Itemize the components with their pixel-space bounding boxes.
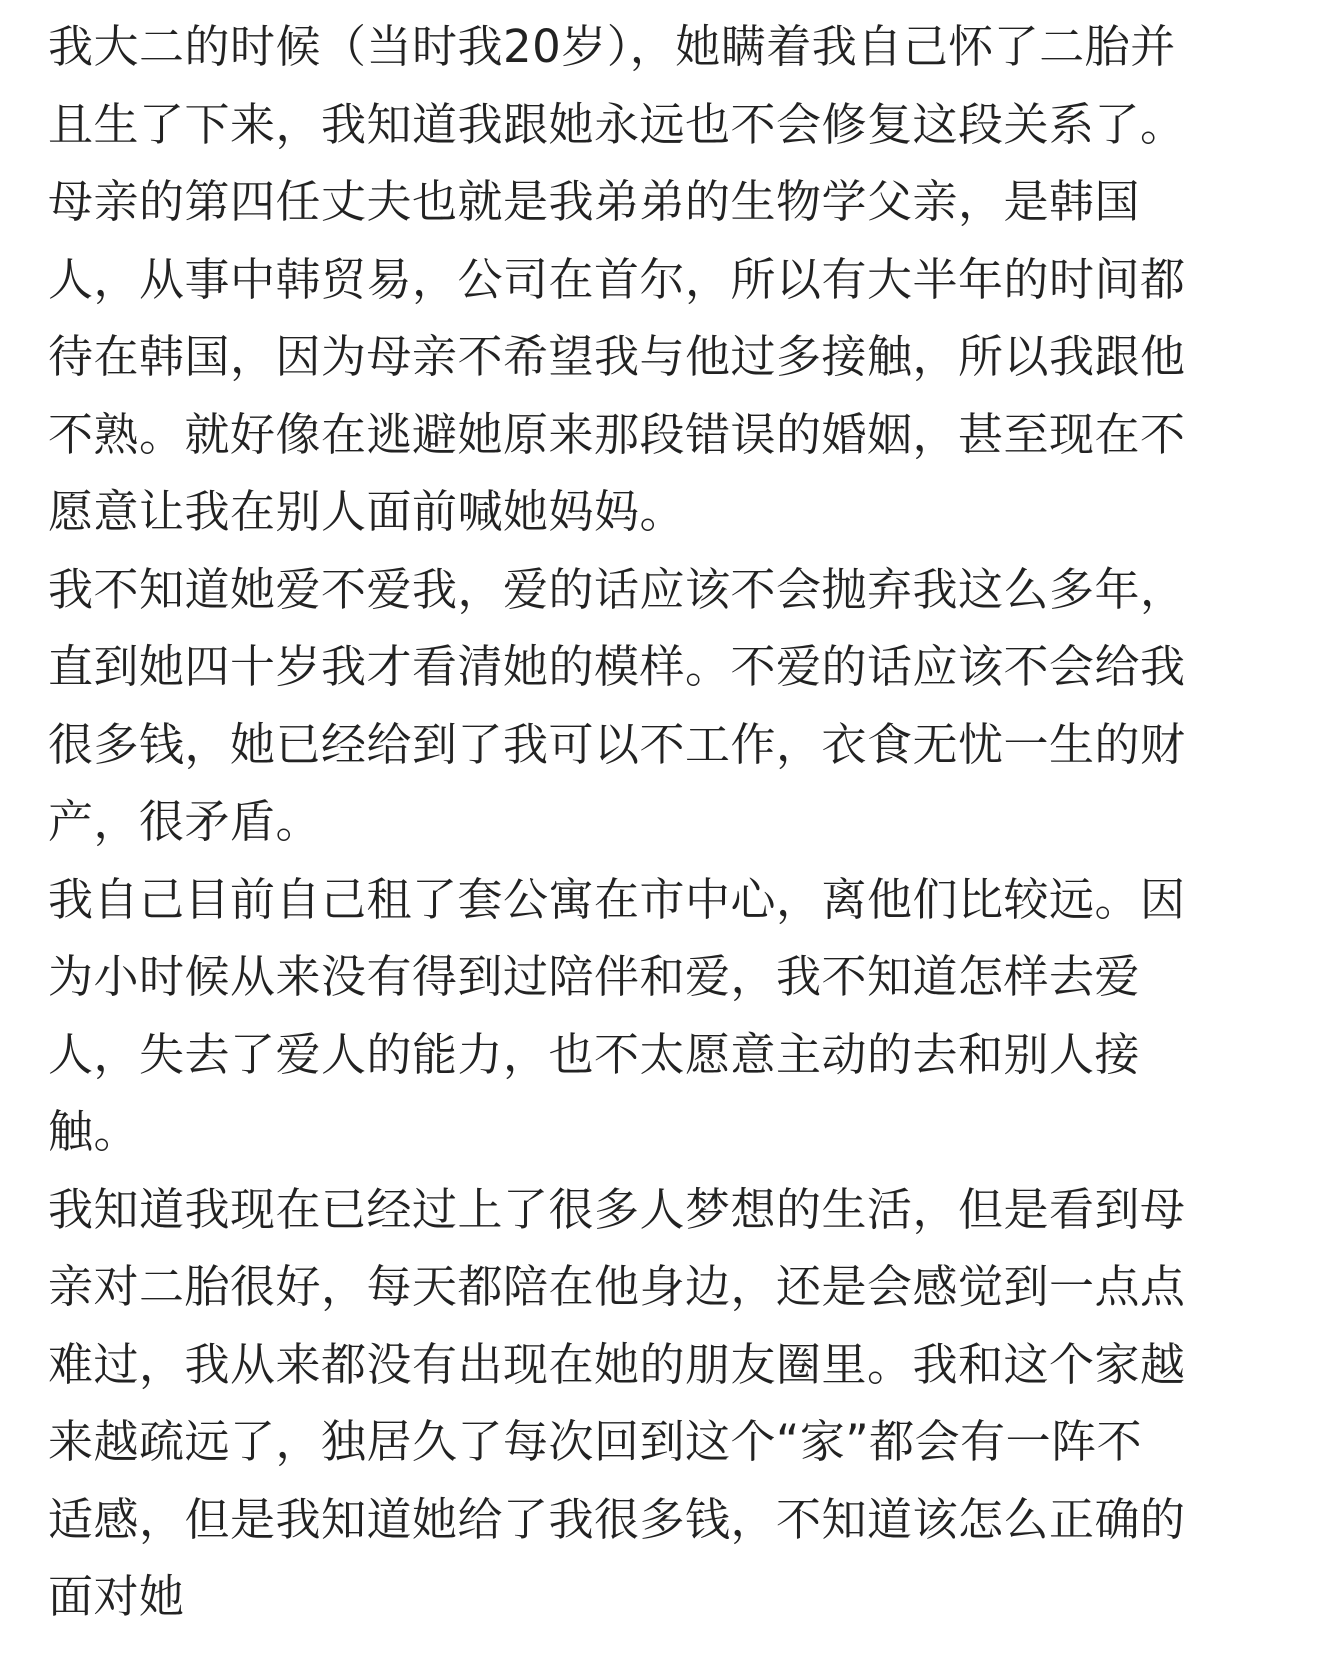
text-line: 难过，我从来都没有出现在她的朋友圈里。我和这个家越: [48, 1337, 1186, 1391]
text-line: 我知道我现在已经过上了很多人梦想的生活，但是看到母: [48, 1182, 1186, 1236]
text-line: 触。: [48, 1105, 140, 1158]
text-line: 面对她: [48, 1570, 185, 1623]
text-line: 愿意让我在别人面前喊她妈妈。: [48, 485, 686, 538]
post-body: [48, 8, 1288, 1636]
text-line: 我自己目前自己租了套公寓在市中心，离他们比较远。因: [48, 872, 1186, 926]
text-line: 来越疏远了，独居久了每次回到这个“家”都会有一阵不: [48, 1415, 1143, 1468]
text-line: 产，很矛盾。: [48, 795, 322, 848]
text-line: 亲对二胎很好，每天都陪在他身边，还是会感觉到一点点: [48, 1260, 1186, 1313]
text-line: 适感，但是我知道她给了我很多钱，不知道该怎么正确的: [48, 1492, 1186, 1546]
text-line: 很多钱，她已经给到了我可以不工作，衣食无忧一生的财: [48, 717, 1186, 771]
text-line: 直到她四十岁我才看清她的模样。不爱的话应该不会给我: [48, 640, 1186, 693]
text-line: 人，失去了爱人的能力，也不太愿意主动的去和别人接: [48, 1027, 1141, 1081]
text-line: 且生了下来，我知道我跟她永远也不会修复这段关系了。: [48, 97, 1186, 151]
text-line: 待在韩国，因为母亲不希望我与他过多接触，所以我跟他: [48, 330, 1186, 383]
text-line: 人，从事中韩贸易，公司在首尔，所以有大半年的时间都: [48, 252, 1186, 306]
text-line: 为小时候从来没有得到过陪伴和爱，我不知道怎样去爱: [48, 950, 1141, 1003]
text-line: 我不知道她爱不爱我，爱的话应该不会抛弃我这么多年，: [48, 562, 1186, 616]
text-line: 我大二的时候（当时我20岁），她瞒着我自己怀了二胎并: [48, 20, 1176, 73]
text-line: 不熟。就好像在逃避她原来那段错误的婚姻，甚至现在不: [48, 407, 1186, 461]
text-line: 母亲的第四任丈夫也就是我弟弟的生物学父亲，是韩国: [48, 175, 1141, 228]
